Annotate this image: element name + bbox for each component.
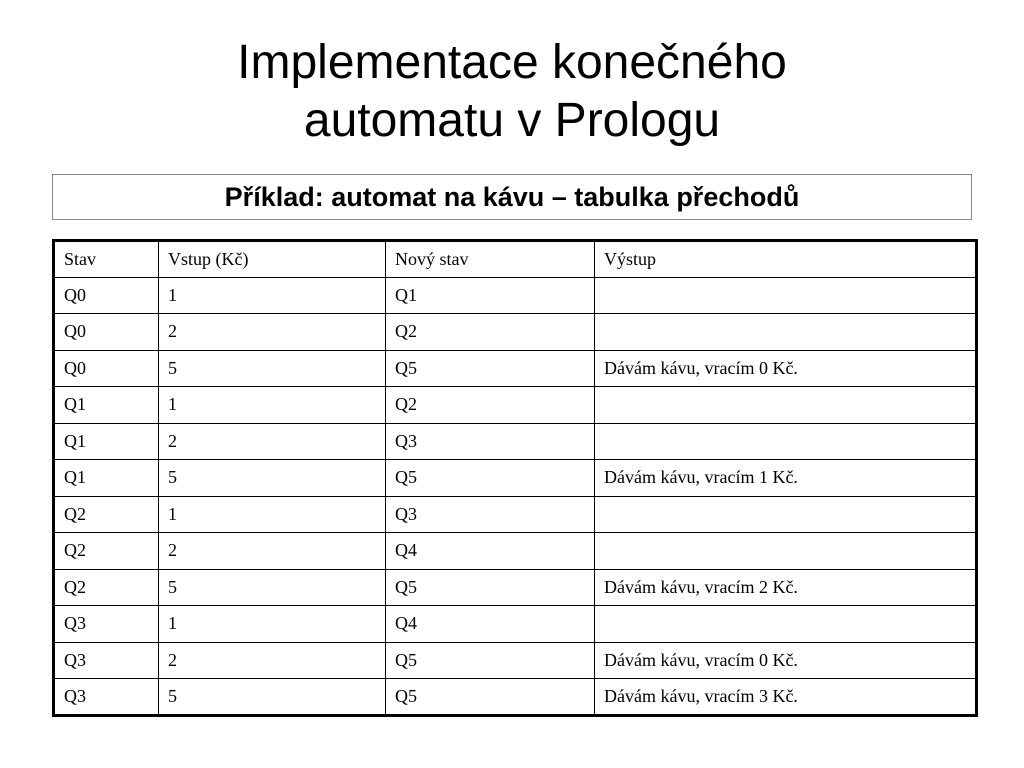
header-vstup: Vstup (Kč)	[159, 241, 386, 278]
cell-novy-stav: Q2	[386, 314, 595, 351]
cell-novy-stav: Q5	[386, 350, 595, 387]
cell-vstup: 1	[159, 606, 386, 643]
cell-vstup: 1	[159, 387, 386, 424]
cell-vstup: 1	[159, 277, 386, 314]
cell-vstup: 1	[159, 496, 386, 533]
header-novy-stav: Nový stav	[386, 241, 595, 278]
table-row	[54, 533, 977, 570]
cell-vstup: 5	[159, 350, 386, 387]
cell-vstup: 5	[159, 569, 386, 606]
table-header-row	[54, 241, 977, 278]
cell-vstup: 2	[159, 314, 386, 351]
cell-novy-stav: Q4	[386, 533, 595, 570]
header-stav: Stav	[54, 241, 159, 278]
table-row	[54, 496, 977, 533]
cell-novy-stav: Q4	[386, 606, 595, 643]
cell-vstup: 5	[159, 460, 386, 497]
cell-vystup: Dávám kávu, vracím 1 Kč.	[595, 460, 977, 497]
transition-table	[52, 239, 978, 717]
cell-stav: Q3	[54, 606, 159, 643]
table-row	[54, 679, 977, 716]
cell-vystup	[595, 314, 977, 351]
transition-table-container	[52, 239, 975, 717]
cell-vystup: Dávám kávu, vracím 0 Kč.	[595, 642, 977, 679]
cell-vystup	[595, 496, 977, 533]
cell-novy-stav: Q3	[386, 496, 595, 533]
cell-stav: Q0	[54, 314, 159, 351]
table-row	[54, 569, 977, 606]
cell-vystup: Dávám kávu, vracím 3 Kč.	[595, 679, 977, 716]
cell-novy-stav: Q5	[386, 679, 595, 716]
cell-stav: Q1	[54, 460, 159, 497]
cell-vystup: Dávám kávu, vracím 0 Kč.	[595, 350, 977, 387]
table-row	[54, 350, 977, 387]
cell-stav: Q1	[54, 423, 159, 460]
cell-vstup: 2	[159, 423, 386, 460]
table-row	[54, 642, 977, 679]
cell-stav: Q2	[54, 569, 159, 606]
table-row	[54, 387, 977, 424]
cell-novy-stav: Q3	[386, 423, 595, 460]
subtitle-box	[52, 174, 972, 220]
cell-vstup: 2	[159, 533, 386, 570]
cell-novy-stav: Q2	[386, 387, 595, 424]
cell-stav: Q0	[54, 350, 159, 387]
cell-novy-stav: Q5	[386, 569, 595, 606]
cell-vystup	[595, 423, 977, 460]
cell-stav: Q1	[54, 387, 159, 424]
cell-vystup	[595, 533, 977, 570]
subtitle-text: Příklad: automat na kávu – tabulka přechodů	[224, 181, 800, 212]
table-row	[54, 277, 977, 314]
cell-novy-stav: Q5	[386, 642, 595, 679]
slide-title-line-2: automatu v Prologu	[303, 94, 721, 147]
table-row	[54, 606, 977, 643]
cell-novy-stav: Q1	[386, 277, 595, 314]
cell-vystup: Dávám kávu, vracím 2 Kč.	[595, 569, 977, 606]
cell-vystup	[595, 387, 977, 424]
cell-stav: Q3	[54, 642, 159, 679]
cell-stav: Q3	[54, 679, 159, 716]
table-row	[54, 460, 977, 497]
slide-title	[0, 34, 1024, 150]
table-row	[54, 314, 977, 351]
cell-stav: Q0	[54, 277, 159, 314]
cell-vystup	[595, 606, 977, 643]
cell-stav: Q2	[54, 533, 159, 570]
slide-title-line-1: Implementace konečného	[237, 36, 787, 89]
cell-vstup: 5	[159, 679, 386, 716]
cell-stav: Q2	[54, 496, 159, 533]
cell-novy-stav: Q5	[386, 460, 595, 497]
cell-vstup: 2	[159, 642, 386, 679]
table-row	[54, 423, 977, 460]
table-body	[54, 277, 977, 715]
header-vystup: Výstup	[595, 241, 977, 278]
cell-vystup	[595, 277, 977, 314]
